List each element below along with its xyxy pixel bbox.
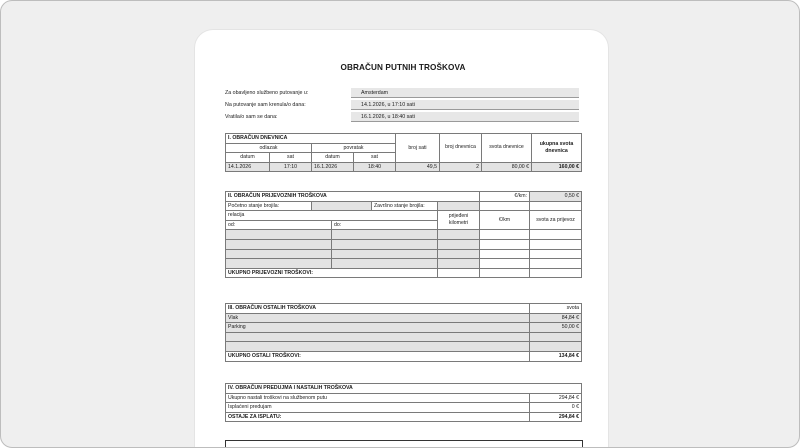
table-row [226, 162, 582, 172]
col-hours: broj sati [396, 134, 440, 163]
col-km: prijeđeni kilometri [438, 211, 480, 230]
cell[interactable]: 18:40 [354, 162, 396, 172]
table-row [226, 230, 582, 240]
to-label: do: [332, 220, 438, 230]
meta-label: Za obavljeno službeno putovanje u: [225, 90, 309, 96]
document-page [195, 30, 608, 448]
col-date: datum [312, 153, 354, 163]
cost-name[interactable]: Parking [226, 323, 530, 333]
document-title: OBRAČUN PUTNIH TROŠKOVA [340, 63, 466, 72]
transport-total-value [530, 268, 582, 278]
col-total: ukupna svota dnevnica [532, 134, 582, 163]
row-value: 294,84 € [530, 393, 582, 403]
cost-amount[interactable]: 50,00 € [530, 323, 582, 333]
route-label: relacija [226, 211, 438, 221]
transport-total-label: UKUPNO PRIJEVOZNI TROŠKOVI: [226, 268, 438, 278]
col-amount: svota [530, 304, 582, 314]
next-section-cutoff [225, 440, 583, 448]
other-total-label: UKUPNO OSTALI TROŠKOVI: [226, 351, 530, 361]
meta-label: Na putovanje sam krenula/o dana: [225, 102, 306, 108]
cell[interactable]: 80,00 € [482, 162, 532, 172]
col-eur-km: €/km [480, 211, 530, 230]
table-row [226, 403, 582, 413]
row-label: Ukupno nastali troškovi na službenom putu [226, 393, 530, 403]
transport-table [225, 191, 582, 278]
cell[interactable]: 14.1.2026 [226, 162, 270, 172]
table-row [226, 393, 582, 403]
return-field[interactable]: 16.1.2026, u 18:40 sati [351, 112, 579, 122]
col-amount: svota za prijevoz [530, 211, 582, 230]
other-total-value: 134,84 € [530, 351, 582, 361]
start-odometer-field[interactable] [312, 201, 372, 211]
col-time: sat [354, 153, 396, 163]
advance-table [225, 383, 582, 422]
from-label: od: [226, 220, 332, 230]
table-row [226, 239, 582, 249]
table-row [226, 342, 582, 352]
per-km-label: €/km: [480, 192, 530, 202]
cost-name[interactable]: Vlak [226, 313, 530, 323]
meta-row-destination [225, 88, 581, 99]
row-value[interactable]: 0 € [530, 403, 582, 413]
col-return: povratak [312, 143, 396, 153]
per-km-value[interactable]: 0,50 € [530, 192, 582, 202]
table-row [226, 332, 582, 342]
section-heading: IV. OBRAČUN PREDUJMA I NASTALIH TROŠKOVA [226, 384, 582, 394]
cell[interactable]: 17:10 [270, 162, 312, 172]
meta-row-departure [225, 100, 581, 111]
other-costs-table [225, 303, 582, 362]
meta-row-return [225, 112, 581, 123]
cell[interactable]: 16.1.2026 [312, 162, 354, 172]
departure-field[interactable]: 14.1.2026, u 17:10 sati [351, 100, 579, 110]
cost-amount[interactable]: 84,84 € [530, 313, 582, 323]
section-heading: II. OBRAČUN PRIJEVOZNIH TROŠKOVA [226, 192, 480, 202]
table-row [226, 323, 582, 333]
row-label: Isplaćeni predujam [226, 403, 530, 413]
cell[interactable]: 49,5 [396, 162, 440, 172]
end-odometer-label: Završno stanje brojila: [372, 201, 438, 211]
cell[interactable]: 2 [440, 162, 482, 172]
col-count: broj dnevnica [440, 134, 482, 163]
end-odometer-field[interactable] [438, 201, 480, 211]
col-time: sat [270, 153, 312, 163]
cell[interactable]: 160,00 € [532, 162, 582, 172]
start-odometer-label: Početno stanje brojila: [226, 201, 312, 211]
section-heading: I. OBRAČUN DNEVNICA [226, 134, 396, 144]
table-row [226, 313, 582, 323]
per-diem-table [225, 133, 582, 172]
col-departure: odlazak [226, 143, 312, 153]
destination-field[interactable]: Amsterdam [351, 88, 579, 98]
table-row [226, 259, 582, 269]
payout-label: OSTAJE ZA ISPLATU: [226, 412, 530, 422]
col-date: datum [226, 153, 270, 163]
payout-value: 294,84 € [530, 412, 582, 422]
col-rate: svota dnevnice [482, 134, 532, 163]
section-heading: III. OBRAČUN OSTALIH TROŠKOVA [226, 304, 530, 314]
meta-label: Vratila/o sam se dana: [225, 114, 278, 120]
table-row [226, 249, 582, 259]
